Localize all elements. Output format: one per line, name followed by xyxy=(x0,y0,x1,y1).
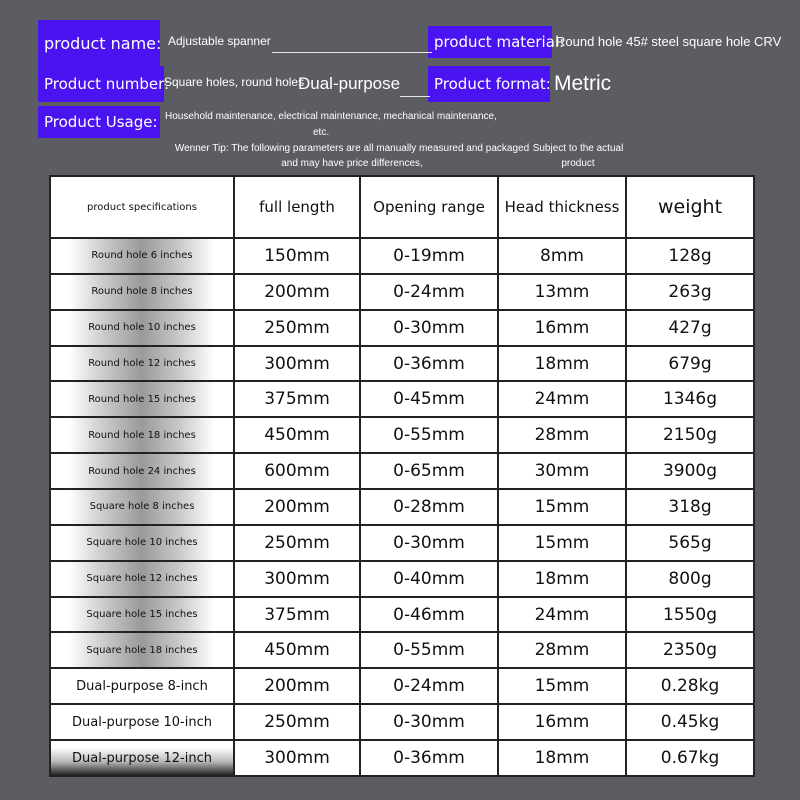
full-length-cell: 375mm xyxy=(234,597,360,633)
opening-range-cell: 0-46mm xyxy=(360,597,498,633)
full-length-cell: 200mm xyxy=(234,274,360,310)
product-format-value: Metric xyxy=(554,72,612,95)
tip-line-1: Wenner Tip: The following parameters are all manually measured and packaged xyxy=(174,143,530,154)
spec-table xyxy=(49,175,755,777)
head-thickness-cell: 15mm xyxy=(498,525,626,561)
spec-name-cell: Round hole 8 inches xyxy=(50,274,234,310)
table-row xyxy=(50,310,754,346)
table-row xyxy=(50,704,754,740)
tip-note xyxy=(170,141,534,171)
head-thickness-cell: 24mm xyxy=(498,597,626,633)
table-row xyxy=(50,561,754,597)
head-thickness-cell: 13mm xyxy=(498,274,626,310)
full-length-cell: 300mm xyxy=(234,740,360,776)
subject-line-2: product xyxy=(561,158,595,169)
table-row xyxy=(50,274,754,310)
subject-note xyxy=(518,141,638,171)
head-thickness-cell: 18mm xyxy=(498,346,626,382)
full-length-cell: 150mm xyxy=(234,238,360,274)
weight-cell: 128g xyxy=(626,238,754,274)
spec-name-cell: Round hole 10 inches xyxy=(50,310,234,346)
header-head-thickness: Head thickness xyxy=(498,176,626,238)
table-row xyxy=(50,632,754,668)
opening-range-cell: 0-30mm xyxy=(360,525,498,561)
weight-cell: 1346g xyxy=(626,381,754,417)
weight-cell: 2150g xyxy=(626,417,754,453)
spec-name-cell: Round hole 24 inches xyxy=(50,453,234,489)
spec-name-cell: Dual-purpose 8-inch xyxy=(50,668,234,704)
weight-cell: 0.67kg xyxy=(626,740,754,776)
opening-range-cell: 0-36mm xyxy=(360,740,498,776)
opening-range-cell: 0-55mm xyxy=(360,417,498,453)
full-length-cell: 300mm xyxy=(234,561,360,597)
opening-range-cell: 0-55mm xyxy=(360,632,498,668)
weight-cell: 2350g xyxy=(626,632,754,668)
tip-line-2: and may have price differences, xyxy=(281,158,423,169)
full-length-cell: 375mm xyxy=(234,381,360,417)
full-length-cell: 200mm xyxy=(234,668,360,704)
full-length-cell: 250mm xyxy=(234,704,360,740)
spec-name-cell: Dual-purpose 12-inch xyxy=(50,740,234,776)
head-thickness-cell: 16mm xyxy=(498,310,626,346)
table-header-row xyxy=(50,176,754,238)
table-row xyxy=(50,346,754,382)
header-full-length: full length xyxy=(234,176,360,238)
opening-range-cell: 0-65mm xyxy=(360,453,498,489)
weight-cell: 800g xyxy=(626,561,754,597)
table-row xyxy=(50,489,754,525)
weight-cell: 565g xyxy=(626,525,754,561)
product-number-underline xyxy=(400,96,430,97)
head-thickness-cell: 15mm xyxy=(498,489,626,525)
subject-line-1: Subject to the actual xyxy=(532,143,624,154)
full-length-cell: 250mm xyxy=(234,525,360,561)
product-number-label: Product number: xyxy=(38,66,164,102)
head-thickness-cell: 8mm xyxy=(498,238,626,274)
head-thickness-cell: 18mm xyxy=(498,561,626,597)
spec-name-cell: Dual-purpose 10-inch xyxy=(50,704,234,740)
header-product-specifications: product specifications xyxy=(50,176,234,238)
head-thickness-cell: 15mm xyxy=(498,668,626,704)
table-row xyxy=(50,525,754,561)
opening-range-cell: 0-30mm xyxy=(360,704,498,740)
spec-name-cell: Square hole 12 inches xyxy=(50,561,234,597)
opening-range-cell: 0-45mm xyxy=(360,381,498,417)
head-thickness-cell: 24mm xyxy=(498,381,626,417)
full-length-cell: 450mm xyxy=(234,632,360,668)
product-name-underline xyxy=(272,52,432,53)
weight-cell: 0.45kg xyxy=(626,704,754,740)
opening-range-cell: 0-28mm xyxy=(360,489,498,525)
header-opening-range: Opening range xyxy=(360,176,498,238)
product-name-value: Adjustable spanner xyxy=(168,34,271,48)
product-material-label: product material: xyxy=(428,26,552,58)
full-length-cell: 600mm xyxy=(234,453,360,489)
table-row xyxy=(50,417,754,453)
weight-cell: 1550g xyxy=(626,597,754,633)
head-thickness-cell: 28mm xyxy=(498,417,626,453)
product-name-label: product name: xyxy=(38,20,160,66)
spec-name-cell: Round hole 12 inches xyxy=(50,346,234,382)
table-row xyxy=(50,238,754,274)
weight-cell: 263g xyxy=(626,274,754,310)
opening-range-cell: 0-36mm xyxy=(360,346,498,382)
weight-cell: 679g xyxy=(626,346,754,382)
product-usage-value-line1: Household maintenance, electrical maintenance, mechanical maintenance, xyxy=(165,111,497,122)
opening-range-cell: 0-40mm xyxy=(360,561,498,597)
table-row xyxy=(50,740,754,776)
table-row xyxy=(50,453,754,489)
product-number-value: Square holes, round holes xyxy=(164,75,305,89)
full-length-cell: 300mm xyxy=(234,346,360,382)
header-weight: weight xyxy=(626,176,754,238)
product-usage-value-line2: etc. xyxy=(313,127,330,138)
spec-name-cell: Square hole 15 inches xyxy=(50,597,234,633)
opening-range-cell: 0-24mm xyxy=(360,668,498,704)
spec-name-cell: Square hole 8 inches xyxy=(50,489,234,525)
spec-name-cell: Round hole 18 inches xyxy=(50,417,234,453)
table-row xyxy=(50,668,754,704)
spec-name-cell: Round hole 15 inches xyxy=(50,381,234,417)
weight-cell: 3900g xyxy=(626,453,754,489)
table-row xyxy=(50,597,754,633)
head-thickness-cell: 30mm xyxy=(498,453,626,489)
weight-cell: 427g xyxy=(626,310,754,346)
product-material-value: Round hole 45# steel square hole CRV xyxy=(556,34,782,49)
opening-range-cell: 0-24mm xyxy=(360,274,498,310)
product-number-extra: Dual-purpose xyxy=(298,74,401,93)
full-length-cell: 250mm xyxy=(234,310,360,346)
spec-name-cell: Square hole 10 inches xyxy=(50,525,234,561)
opening-range-cell: 0-30mm xyxy=(360,310,498,346)
weight-cell: 0.28kg xyxy=(626,668,754,704)
spec-name-cell: Round hole 6 inches xyxy=(50,238,234,274)
head-thickness-cell: 16mm xyxy=(498,704,626,740)
head-thickness-cell: 18mm xyxy=(498,740,626,776)
spec-name-cell: Square hole 18 inches xyxy=(50,632,234,668)
weight-cell: 318g xyxy=(626,489,754,525)
full-length-cell: 200mm xyxy=(234,489,360,525)
opening-range-cell: 0-19mm xyxy=(360,238,498,274)
head-thickness-cell: 28mm xyxy=(498,632,626,668)
product-format-label: Product format: xyxy=(428,66,550,102)
product-usage-label: Product Usage: xyxy=(38,106,160,138)
table-row xyxy=(50,381,754,417)
full-length-cell: 450mm xyxy=(234,417,360,453)
